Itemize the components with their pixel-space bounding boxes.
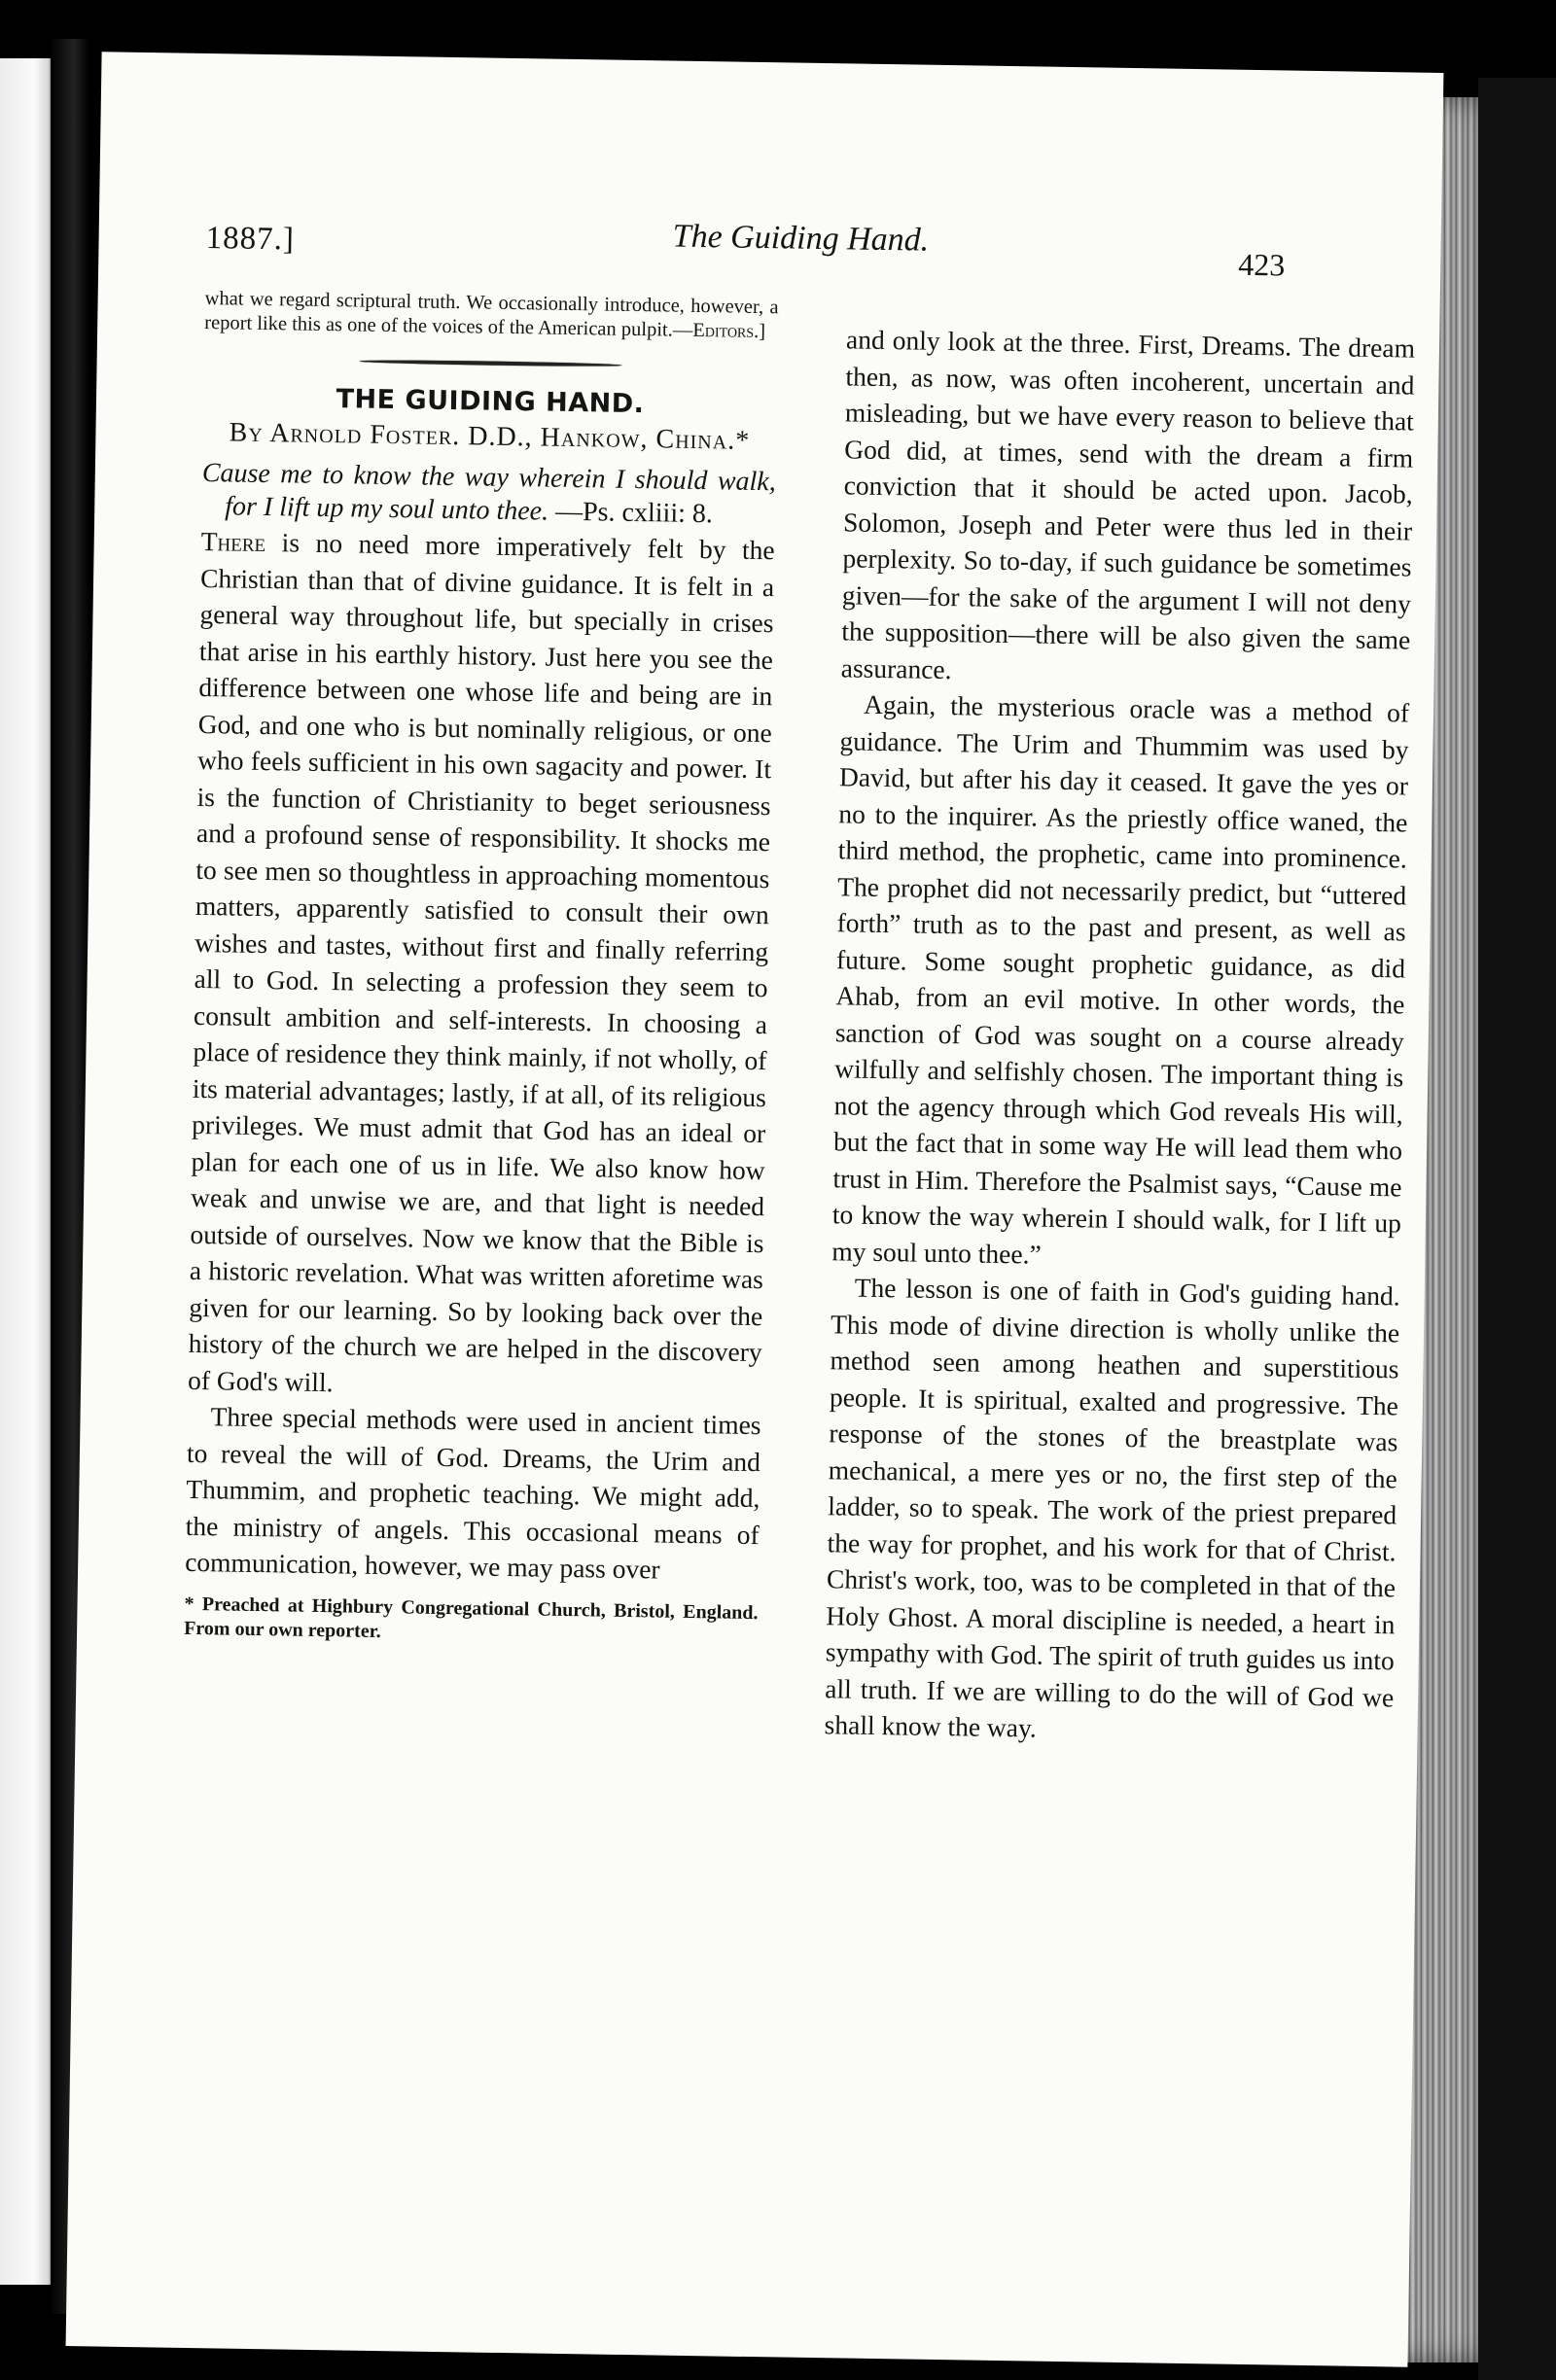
book-page bbox=[66, 52, 1444, 2366]
page-number: 423 bbox=[1238, 246, 1286, 283]
footnote: * Preached at Highbury Congregational Church, Bristol, England. From our own reporter. bbox=[183, 1592, 759, 1642]
header-year: 1887.] bbox=[205, 221, 296, 258]
epigraph-reference: —Ps. cxliii: 8. bbox=[554, 496, 714, 530]
paragraph: Three special methods were used in ancient times to reveal the will of God. Dreams, the Urim and Thummim, and prophetic teaching. We might add, the ministry of angels. This occasional means of communication, however, we may pass over bbox=[184, 1401, 761, 1585]
drop-word: There bbox=[200, 525, 266, 558]
paragraph: and only look at the three. First, Dreams. The dream then, as now, was often incoherent, uncertain and misleading, but we have every reason to believe that God did, at times, send with the dream a firm conviction that it should be acted upon. Jacob, Solomon, Joseph and Peter were thus led in their perplexity. So to-day, if such guidance be sometimes given—for the sake of the argument I will not deny the supposition—there will be also given the same assurance. bbox=[840, 324, 1416, 684]
editor-note: what we regard scriptural truth. We occasionally introduce, however, a report like this as one of the voices of the American pulpit.—Editors.] bbox=[204, 288, 779, 343]
facing-page-edge bbox=[0, 58, 56, 2285]
epigraph bbox=[201, 457, 776, 532]
paragraph bbox=[188, 523, 775, 1407]
header-running-title: The Guiding Hand. bbox=[672, 218, 930, 259]
editor-note-signature: Editors. bbox=[692, 319, 760, 342]
paragraph-text: is no need more imperatively felt by the Christian than that of divine guidance. It is felt in a general way throughout life, but specially in crises that arise in his earthly history. Just here you see the difference between one whose life and being are in God, and one who is but nominally religious, or one who feels sufficient in his own sagacity and power. It is the function of Christianity to beget seriousness and a profound sense of responsibility. It shocks me to see men so thoughtless in approaching momentous matters, apparently satisfied to consult their own wishes and tastes, without first and finally referring all to God. In selecting a profession they seem to consult ambition and self-interests. In choosing a place of residence they think mainly, if not wholly, of its material advantages; lastly, if at all, of its religious privileges. We must admit that God has an ideal or plan for each one of us in life. We also know how weak and unwise we are, and that light is needed outside of ourselves. Now we know that the Bible is a historic revelation. What was written aforetime was given for our learning. So by looking back over the history of the church we are helped in the discovery of God's will. bbox=[187, 527, 775, 1397]
section-divider bbox=[360, 360, 622, 368]
article-byline: By Arnold Foster. D.D., Hankow, China.* bbox=[229, 417, 751, 456]
book-cover-edge bbox=[1478, 78, 1556, 2380]
epigraph-quote: Cause me to know the way wherein I should walk, for I lift up my soul unto thee. bbox=[201, 457, 776, 527]
editor-note-text: what we regard scriptural truth. We occasionally introduce, however, a report like this as one of the voices of the American pulpit.— bbox=[204, 288, 779, 341]
paragraph: The lesson is one of faith in God's guiding hand. This mode of divine direction is wholly unlike the method seen among heathen and superstitious people. It is spiritual, exalted and progressive. The response of the stones of the breastplate was mechanical, a mere yes or no, the first step of the ladder, so to speak. The work of the priest prepared the way for prophet, and his work for that of Christ. Christ's work, too, was to be completed in that of the Holy Ghost. A moral discipline is needed, a heart in sympathy with God. The spirit of truth guides us into all truth. If we are willing to do the will of God we shall know the way. bbox=[824, 1272, 1400, 1743]
article-title: THE GUIDING HAND. bbox=[336, 384, 645, 420]
right-column bbox=[824, 321, 1415, 1752]
paragraph: Again, the mysterious oracle was a method of guidance. The Urim and Thummim was used by David, but after his day it ceased. It gave the yes or no to the inquirer. As the priestly office waned, the third method, the prophetic, came into prominence. The prophet did not necessarily predict, but “uttered forth” truth as to the past and present, as well as future. Some sought prophetic guidance, as did Ahab, from an evil motive. In other words, the sanction of God was sought on a course already wilfully and selfishly chosen. The important thing is not the agency through which God reveals His will, but the fact that in some way He will lead them who trust in Him. Therefore the Psalmist says, “Cause me to know the way wherein I should walk, for I lift up my soul unto thee.” bbox=[831, 688, 1410, 1270]
left-column bbox=[184, 287, 779, 1650]
running-header bbox=[205, 211, 1286, 286]
